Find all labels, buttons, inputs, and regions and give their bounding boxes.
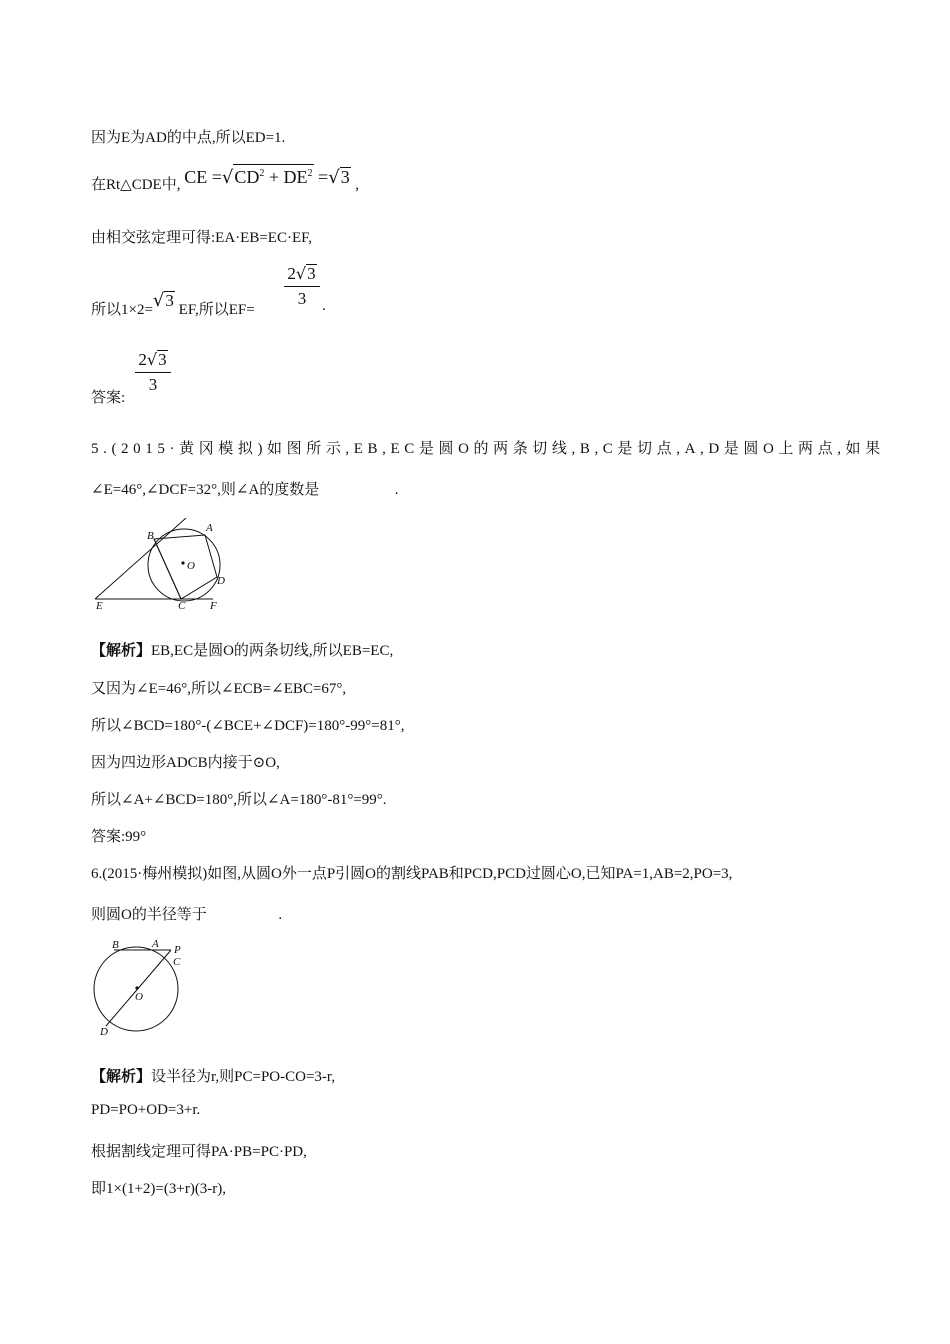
question-6: 6.(2015·梅州模拟)如图,从圆O外一点P引圆O的割线PAB和PCD,PCD过圆心O,已知PA=1,AB=2,PO=3, (91, 866, 733, 882)
center-point (135, 986, 138, 989)
text-prefix: 在Rt△CDE中, (91, 177, 181, 193)
label-c: C (178, 600, 186, 612)
answer-label: 答案: (91, 390, 126, 406)
label-o: O (187, 560, 195, 572)
center-point (181, 561, 184, 564)
quadrilateral-abdc (154, 535, 217, 599)
question-5: 5.(2015·黄冈模拟)如图所示,EB,EC是圆O的两条切线,B,C是切点,A,D是圆O上两点,如果 (91, 441, 885, 457)
formula-ce: CE $=√CD^2 + DE^2 =√3$ (184, 167, 355, 187)
solution-5-line3: 所以∠BCD=180°-(∠BCE+∠DCF)=180°-99°=81°, (91, 718, 405, 734)
label-p: P (174, 944, 181, 956)
formula-line-ce: 在Rt△CDE中, CE $=√CD^2 + DE^2 =√3$ , (91, 170, 359, 194)
question-5-line2: ∠E=46°,∠DCF=32°,则∠A的度数是 . (91, 482, 399, 498)
text-line: 因为E为AD的中点,所以ED=1. (91, 130, 286, 146)
solution-5-line2: 又因为∠E=46°,所以∠ECB=∠EBC=67°, (91, 681, 347, 697)
text-line: 由相交弦定理可得:EA·EB=EC·EF, (91, 230, 313, 246)
label-c: C (173, 956, 181, 968)
circle-o (148, 529, 220, 601)
answer-5: 答案:99° (91, 829, 147, 845)
tangent-line-eb (95, 518, 186, 599)
solution-6-line2: PD=PO+OD=3+r. (91, 1102, 201, 1118)
label-b: B (112, 939, 119, 951)
text-line-ef: 所以1×2=√3 EF,所以EF= (91, 290, 255, 318)
answer-fraction: 2√3 3 (135, 350, 171, 395)
label-o: O (135, 991, 143, 1003)
solution-5-line5: 所以∠A+∠BCD=180°,所以∠A=180°-81°=99°. (91, 792, 387, 808)
label-e: E (96, 600, 103, 612)
figure-q6 (90, 938, 200, 1038)
solution-6-line1: 【解析】设半径为r,则PC=PO-CO=3-r, (91, 1069, 336, 1085)
label-a: A (152, 938, 159, 950)
solution-5-line1: 【解析】EB,EC是圆O的两条切线,所以EB=EC, (91, 643, 394, 659)
label-d: D (100, 1026, 108, 1038)
figure-q5 (90, 518, 230, 618)
solution-5-line4: 因为四边形ADCB内接于⊙O, (91, 755, 280, 771)
label-a: A (206, 522, 213, 534)
label-b: B (147, 530, 154, 542)
fraction-ef: 2√3 3 (284, 264, 320, 309)
solution-6-line3: 根据割线定理可得PA·PB=PC·PD, (91, 1144, 307, 1160)
label-d: D (217, 575, 225, 587)
label-f: F (210, 600, 217, 612)
question-6-line2: 则圆O的半径等于 . (91, 907, 283, 923)
solution-6-line4: 即1×(1+2)=(3+r)(3-r), (91, 1181, 227, 1197)
